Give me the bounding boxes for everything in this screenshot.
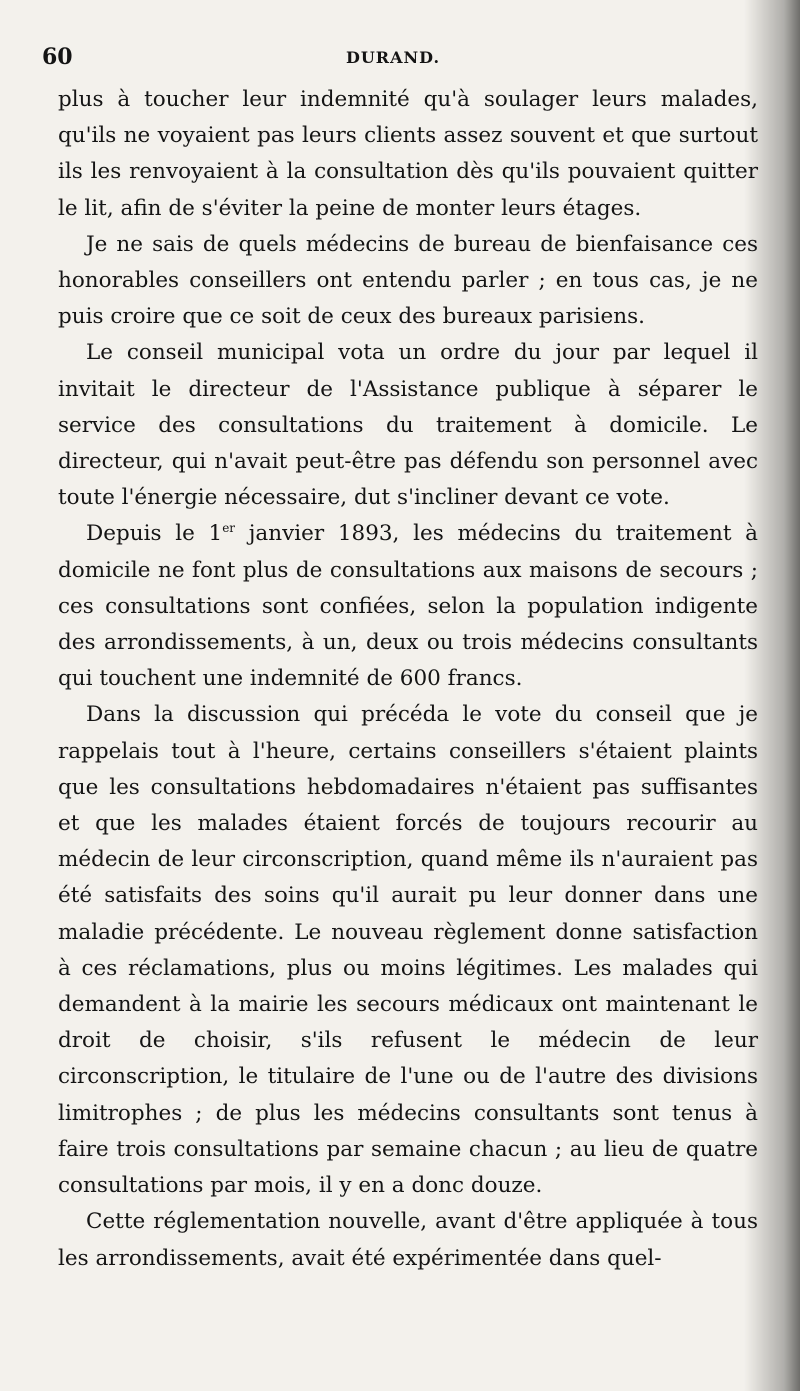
body-text	[58, 82, 758, 1277]
paragraph-4	[58, 516, 758, 697]
page-header	[42, 44, 758, 78]
paragraph-4-rest: janvier 1893, les médecins du traitement à domicile ne font plus de consultations aux maisons de secours ; ces consultations sont confiées, selon la population indigente des arrondissements, à un, deux ou trois médecins consultants qui touchent une indemnité de 600 francs.	[58, 521, 758, 692]
paragraph-5: Dans la discussion qui précéda le vote du conseil que je rappelais tout à l'heure, certains conseillers s'étaient plaints que les consultations hebdomadaires n'étaient pas suffisantes et que les malades étaient forcés de toujours recourir au médecin de leur circonscription, quand même ils n'auraient pas été satisfaits des soins qu'il aurait pu leur donner dans une maladie précédente. Le nouveau règlement donne satisfaction à ces réclamations, plus ou moins légitimes. Les malades qui demandent à la mairie les secours médicaux ont maintenant le droit de choisir, s'ils refusent le médecin de leur circonscription, le titulaire de l'une ou de l'autre des divisions limitrophes ; de plus les médecins consultants sont tenus à faire trois consultations par semaine chacun ; au lieu de quatre consultations par mois, il y en a donc douze.	[58, 702, 758, 1199]
paragraph-3: Le conseil municipal vota un ordre du jour par lequel il invitait le directeur de l'Assistance publique à séparer le service des consultations du traitement à domicile. Le directeur, qui n'avait peut-être pas défendu son personnel avec toute l'énergie nécessaire, dut s'incliner devant ce vote.	[58, 340, 758, 511]
ordinal-superscript: er	[222, 521, 236, 536]
running-head: DURAND.	[345, 48, 441, 67]
paragraph-1: plus à toucher leur indemnité qu'à soulager leurs malades, qu'ils ne voyaient pas leurs clients assez souvent et que surtout ils les renvoyaient à la consultation dès qu'ils pouvaient quitter le lit, afin de s'éviter la peine de monter leurs étages.	[58, 87, 758, 221]
paragraph-4-start: Depuis le 1	[86, 521, 223, 547]
paragraph-2: Je ne sais de quels médecins de bureau de bienfaisance ces honorables conseillers ont entendu parler ; en tous cas, je ne puis croire que ce soit de ceux des bureaux parisiens.	[58, 231, 758, 330]
page-number: 60	[42, 44, 73, 70]
paragraph-6: Cette réglementation nouvelle, avant d'être appliquée à tous les arrondissements, avait été expérimentée dans quel-	[58, 1209, 758, 1271]
